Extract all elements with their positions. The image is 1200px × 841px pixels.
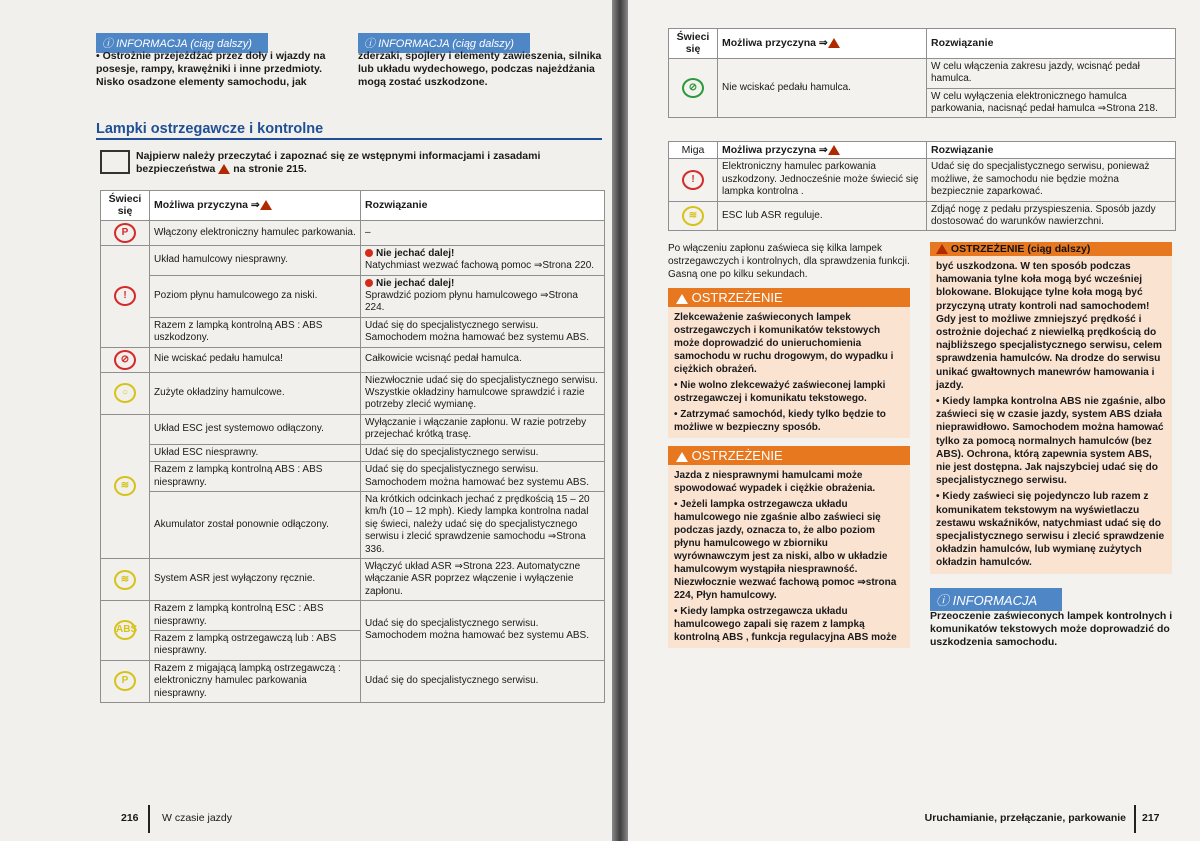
book-icon [100, 150, 130, 174]
intro-text: Najpierw należy przeczytać i zapoznać się ze wstępnymi informacjami i zasadami bezpieczeństwa na stronie 215. [136, 150, 541, 175]
brake-fault-icon: ! [682, 170, 704, 190]
book-gutter [612, 0, 628, 841]
info-icon: ⓘ [364, 38, 379, 50]
info-icon: ⓘ [936, 593, 953, 608]
warning-triangle-icon [828, 38, 840, 48]
table-row: ○ Zużyte okładziny hamulcowe. Niezwłocznie udać się do specjalistycznego serwisu. Wszystkie okładziny hamulcowe sprawdzić i razie potrzeby zlecić wymianę. [101, 372, 605, 414]
stop-icon [365, 249, 373, 257]
warning-triangle-icon [936, 244, 948, 254]
info-continued-header-1: ⓘ INFORMACJA (ciąg dalszy) [96, 33, 268, 53]
stop-icon [365, 279, 373, 287]
table-row: W celu wyłączenia elektronicznego hamulca parkowania, nacisnąć pedał hamulca ⇒Strona 218. [669, 88, 1176, 118]
page-number-left: 216 [121, 812, 139, 824]
foot-on-brake-icon: ⊘ [682, 78, 704, 98]
table-row: P Włączony elektroniczny hamulec parkowania. – [101, 220, 605, 245]
warning-triangle-icon [676, 452, 688, 462]
info-header: ⓘ INFORMACJA [930, 588, 1062, 611]
info-text-col1: • Ostrożnie przejeżdżać przez doły i wjazdy na posesje, rampy, krawężniki i inne przedmioty. Nisko osadzone elementy samochodu, jak [96, 50, 326, 88]
info-icon: ⓘ [102, 38, 117, 50]
table-row: Razem z lampką kontrolną ABS : ABS niesprawny. Udać się do specjalistycznego serwisu. Samochodem można hamować bez systemu ABS. [101, 462, 605, 492]
warning-triangle-icon [218, 164, 230, 174]
info-text: Przeoczenie zaświeconych lampek kontrolnych i komunikatów tekstowych może doprowadzić do uszkodzenia samochodu. [930, 610, 1173, 648]
info-continued-header-2: ⓘ INFORMACJA (ciąg dalszy) [358, 33, 530, 53]
table-row: Razem z lampką kontrolną ABS : ABS uszkodzony. Udać się do specjalistycznego serwisu. Samochodem można hamować bez systemu ABS. [101, 317, 605, 347]
brake-pad-icon: ○ [114, 383, 136, 403]
table-row: Akumulator został ponownie odłączony. Na krótkich odcinkach jechać z prędkością 15 – 20 km/h (10 – 12 mph). Kiedy lampka kontrolna nadal się świeci, należy udać się do specjalistycznego serwisu i zlecić sprawdzenie samochodu ⇒Strona 336. [101, 491, 605, 558]
table-row: Razem z lampką ostrzegawczą lub : ABS niesprawny. [101, 630, 605, 660]
warning-box-continued: OSTRZEŻENIE (ciąg dalszy) być uszkodzona. W ten sposób podczas hamowania tylne koła mogą być wcześniej blokowane. Blokujące tylne koła mogą być przyczyną utraty kontroli nad samochodem! Gdy jest to możliwe zmniejszyć prędkość i ostrożnie dojechać z niewielką prędkością do najbliższego specjalistycznego serwisu, celem sprawdzenia hamulców. Na drodze do serwisu unikać gwałtownych manewrów hamowania i jazdy. • Kiedy lampka kontrolna ABS nie zgaśnie, albo zaświeci się w czasie jazdy, system ABS działa nieprawidłowo. Samochodem można hamować tylko za pomocą normalnych hamulców (bez ABS). Ochrona, którą zapewnia system ABS, nie jest dostępna. Jak najszybciej udać się do specjalistycznego serwisu. • Kiedy zaświeci się pojedynczo lub razem z komunikatem tekstowym na wyświetlaczu zestawu wskaźników, natychmiast udać się do specjalistycznego serwisu i zlecić sprawdzenie okładzin hamulców, lub wymianę zużytych okładzin hamulców. [930, 242, 1172, 574]
parking-brake-icon: P [114, 223, 136, 243]
warning-box-2: OSTRZEŻENIE Jazda z niesprawnymi hamulcami może spowodować wypadek i ciężkie obrażenia. • Jeżeli lampka ostrzegawcza układu hamulcowego nie zgaśnie albo zaświeci się podczas jazdy, oznacza to, że albo poziom płynu hamulcowego w zbiorniku wyrównawczym jest za niski, albo w układzie hamulcowym wystąpiła niesprawność. Niezwłocznie wezwać fachową pomoc ⇒strona 224, Płyn hamulcowy. • Kiedy lampka ostrzegawcza układu hamulcowego zapali się razem z lampką kontrolną ABS , funkcja regulacyjna ABS może [668, 446, 910, 648]
footer-divider [1134, 805, 1136, 833]
table-row: P Razem z migającą lampką ostrzegawczą : elektroniczny hamulec parkowania niesprawny. Udać się do specjalistycznego serwisu. [101, 660, 605, 702]
table-row: ABS Razem z lampką kontrolną ESC : ABS niesprawny. Udać się do specjalistycznego serwisu. Samochodem można hamować bez systemu ABS. [101, 601, 605, 631]
brake-pedal-icon: ⊘ [114, 350, 136, 370]
brake-pedal-table: Świeci się Możliwa przyczyna ⇒ Rozwiązanie ⊘ Nie wciskać pedału hamulca. W celu włączenia zakresu jazdy, wcisnąć pedał hamulca. W celu wyłączenia elektronicznego hamulca parkowania, nacisnąć pedał hamulca ⇒Strona 218. [668, 28, 1176, 118]
brake-system-icon: ! [114, 286, 136, 306]
warning-box-1: OSTRZEŻENIE Zlekceważenie zaświeconych lampek ostrzegawczych i komunikatów tekstowych może doprowadzić do unieruchomienia samochodu w ruchu drogowym, do wypadku i ciężkich obrażeń. • Nie wolno zlekceważyć zaświeconej lampki ostrzegawczej i komunikatu tekstowego. • Zatrzymać samochód, kiedy tylko będzie to możliwe w bezpieczny sposób. [668, 288, 910, 438]
warning-triangle-icon [828, 145, 840, 155]
info-text-col2: zderzaki, spojlery i elementy zawieszenia, silnika lub układu wydechowego, podczas najeżdżania mogą zostać uszkodzone. [358, 50, 602, 88]
footer-divider [148, 805, 150, 833]
table-row: ⊘ Nie wciskać pedału hamulca! Całkowicie wcisnąć pedał hamulca. [101, 347, 605, 372]
col-header-cause: Możliwa przyczyna ⇒ [150, 191, 361, 221]
table-row: ! Układ hamulcowy niesprawny. Nie jechać dalej! Natychmiast wezwać fachową pomoc ⇒Strona 220. [101, 245, 605, 275]
warning-lamps-table [100, 190, 605, 703]
table-row: ! Elektroniczny hamulec parkowania uszkodzony. Jednocześnie może świecić się lampka kontrolna . Udać się do specjalistycznego serwisu, ponieważ możliwe, że samochodu nie będzie można bezpiecznie zaparkować. [669, 159, 1176, 201]
table-row: ≋ Układ ESC jest systemowo odłączony. Wyłączanie i włączanie zapłonu. W razie potrzeby przejechać krótką trasę. [101, 414, 605, 444]
abs-icon: ABS [114, 620, 136, 640]
parking-brake-fault-icon: P [114, 671, 136, 691]
table-row: Poziom płynu hamulcowego za niski. Nie jechać dalej! Sprawdzić poziom płynu hamulcowego ⇒Strona 224. [101, 275, 605, 317]
table-row: ⊘ Nie wciskać pedału hamulca. W celu włączenia zakresu jazdy, wcisnąć pedał hamulca. [669, 58, 1176, 88]
table-row: ≋ System ASR jest wyłączony ręcznie. Włączyć układ ASR ⇒Strona 223. Automatyczne włączanie ASR poprzez włączenie i wyłączenie zapłonu. [101, 558, 605, 600]
after-ignition-text: Po włączeniu zapłonu zaświeca się kilka lampek ostrzegawczych i kontrolnych, dla sprawdzenia funkcji. Gasną one po kilku sekundach. [668, 243, 910, 280]
asr-off-icon: ≋ [114, 570, 136, 590]
table-row: Układ ESC niesprawny. Udać się do specjalistycznego serwisu. [101, 444, 605, 461]
esc-icon: ≋ [114, 476, 136, 496]
page-number-right: 217 [1142, 812, 1160, 824]
warning-triangle-icon [260, 200, 272, 210]
footer-chapter-right: Uruchamianie, przełączanie, parkowanie [924, 812, 1126, 824]
flashing-lamps-table: Miga Możliwa przyczyna ⇒ Rozwiązanie ! Elektroniczny hamulec parkowania uszkodzony. Jednocześnie może świecić się lampka kontrolna . Udać się do specjalistycznego serwisu, ponieważ możliwe, że samochodu nie będzie można bezpiecznie zaparkować. ≋ ESC lub ASR reguluje. Zdjąć nogę z pedału przyspieszenia. Sposób jazdy dostosować do warunków nawierzchni. [668, 141, 1176, 231]
col-header-solution: Rozwiązanie [361, 191, 605, 221]
section-title: Lampki ostrzegawcze i kontrolne [96, 121, 602, 140]
esc-icon: ≋ [682, 206, 704, 226]
right-page [628, 0, 1200, 841]
footer-chapter-left: W czasie jazdy [162, 812, 233, 824]
warning-triangle-icon [676, 294, 688, 304]
table-row: ≋ ESC lub ASR reguluje. Zdjąć nogę z pedału przyspieszenia. Sposób jazdy dostosować do warunków nawierzchni. [669, 201, 1176, 231]
col-header-lit: Świeci się [101, 191, 150, 221]
